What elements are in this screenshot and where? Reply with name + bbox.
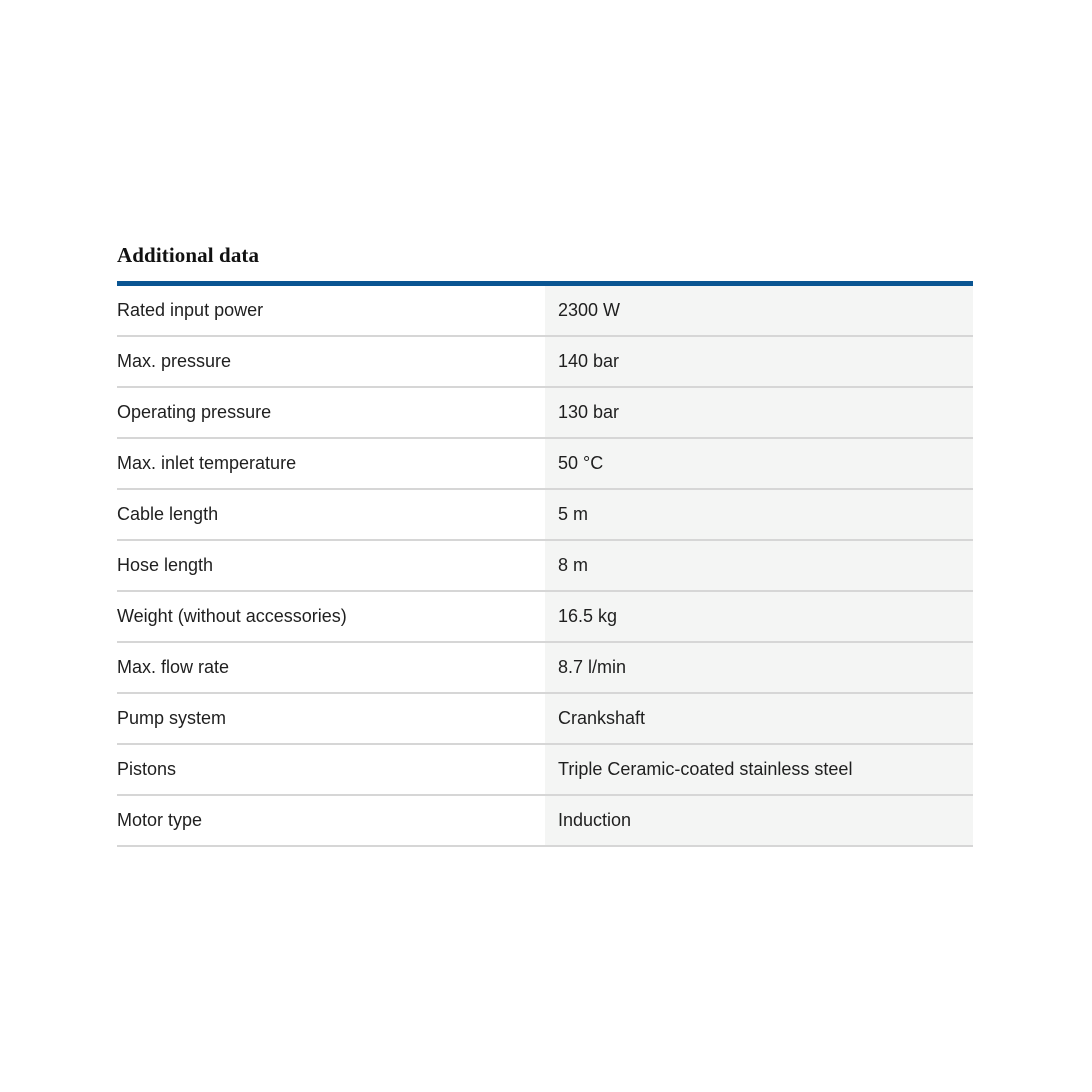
spec-label: Pistons	[117, 745, 545, 794]
spec-label: Max. flow rate	[117, 643, 545, 692]
table-row	[117, 694, 973, 745]
table-row	[117, 796, 973, 847]
table-row	[117, 592, 973, 643]
spec-value: 8.7 l/min	[545, 643, 973, 692]
spec-label: Motor type	[117, 796, 545, 845]
spec-value: 140 bar	[545, 337, 973, 386]
spec-value: 8 m	[545, 541, 973, 590]
table-row	[117, 337, 973, 388]
table-row	[117, 541, 973, 592]
spec-label: Rated input power	[117, 286, 545, 335]
table-row	[117, 286, 973, 337]
spec-label: Max. pressure	[117, 337, 545, 386]
table-row	[117, 388, 973, 439]
spec-label: Operating pressure	[117, 388, 545, 437]
additional-data-section	[117, 241, 973, 847]
spec-value: Induction	[545, 796, 973, 845]
table-row	[117, 439, 973, 490]
spec-value: 130 bar	[545, 388, 973, 437]
spec-value: 50 °C	[545, 439, 973, 488]
spec-label: Max. inlet temperature	[117, 439, 545, 488]
spec-label: Weight (without accessories)	[117, 592, 545, 641]
spec-value: 16.5 kg	[545, 592, 973, 641]
section-title: Additional data	[117, 243, 260, 267]
spec-value: 5 m	[545, 490, 973, 539]
spec-label: Pump system	[117, 694, 545, 743]
spec-label: Cable length	[117, 490, 545, 539]
table-row	[117, 643, 973, 694]
spec-value: 2300 W	[545, 286, 973, 335]
table-row	[117, 745, 973, 796]
spec-value: Crankshaft	[545, 694, 973, 743]
table-row	[117, 490, 973, 541]
spec-value: Triple Ceramic-coated stainless steel	[545, 745, 973, 794]
spec-label: Hose length	[117, 541, 545, 590]
spec-table	[117, 286, 973, 847]
